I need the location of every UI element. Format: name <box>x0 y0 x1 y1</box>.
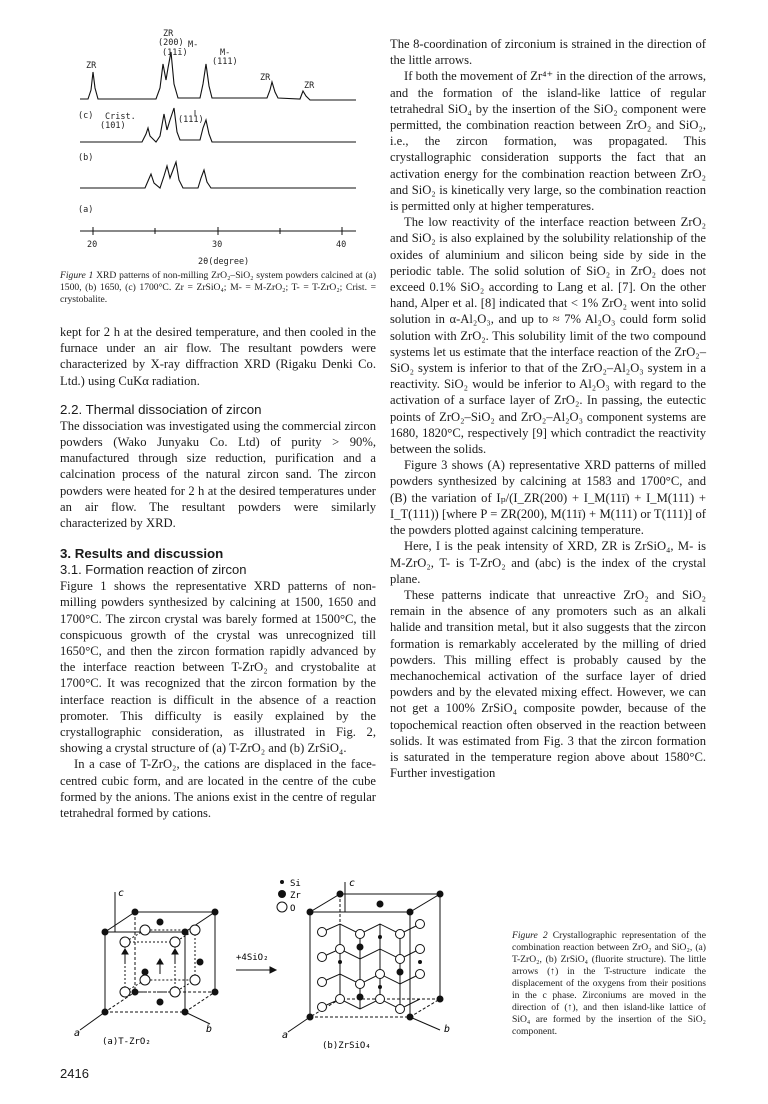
peak-label-zr-left: ZR <box>86 61 97 71</box>
section-3-1-heading: 3.1. Formation reaction of zircon <box>60 562 247 578</box>
paragraph-3-1-a: Figure 1 shows the representative XRD patterns of non-milling powders synthesized by calcining at 1500, 1650 and 1700°C. The zircon crystal was barely formed at 1500°C, the conspicuous growth of the crystal was unrecognized till 1650°C, and then the zircon formation rapidly advanced by the interface reaction between T-ZrO₂ and crystobalite at 1700°C. It was recognized that the zircon formation by the interface reaction is difficult in the absence of a reaction promoter. This difficulty is easily explained by the crystallographic consideration, as illustrated in Fig. 2, showing a crystal structure of (a) T-ZrO₂ and (b) ZrSiO₄. <box>60 579 376 756</box>
figure-2-crystal-diagram <box>60 872 480 1052</box>
paragraph-r5: Here, I is the peak intensity of XRD, ZR is ZrSiO₄, M- is M-ZrO₂, T- is T-ZrO₂ and (abc) is the index of the crystal plane. <box>390 539 706 586</box>
peak-label-m: M- <box>188 40 199 50</box>
trace-label-b: (b) <box>78 153 94 163</box>
figure-2-label-a: (a)T-ZrO₂ <box>102 1037 151 1047</box>
zrsio4-structure <box>288 882 440 1032</box>
xrd-trace-d <box>80 162 356 188</box>
legend-zr-marker <box>278 890 286 898</box>
trace-label-a: (a) <box>78 205 94 215</box>
page-number: 2416 <box>60 1066 89 1081</box>
figure-2-label-b: (b)ZrSiO₄ <box>322 1041 371 1051</box>
left-column <box>60 324 376 821</box>
peak-label-zr-right2: ZR <box>304 81 315 91</box>
legend-si-label: Si <box>290 879 301 889</box>
legend-zr-label: Zr <box>290 891 301 901</box>
axis-c-label-b: c <box>349 878 356 889</box>
right-column <box>390 36 706 781</box>
peak-label-zr-right1: ZR <box>260 73 271 83</box>
axis-c-label-a: c <box>118 888 125 899</box>
figure-2-caption-head: Figure 2 <box>512 930 548 941</box>
peak-label-m-111-index: (111) <box>212 57 238 67</box>
peak-label-m2: M- <box>220 48 231 58</box>
figure-1-caption-text: XRD patterns of non-milling ZrO₂–SiO₂ system powders calcined at (a) 1500, (b) 1650, (c) 1700°C. Zr = ZrSiO₄; M- = M-ZrO₂; T- = T-ZrO₂; Crist. = crystobalite. <box>60 270 377 305</box>
figure-2-caption-text: Crystallographic representation of the combination reaction between ZrO₂ and SiO₂, (a) T-ZrO₂, (b) ZrSiO₄ (fluorite structure). The little arrows (↑) in the T-structure indicate the displacement of the oxygens from their positions in the c phase. Zirconiums are moved in the direction of (↑), and then island-like lattice of SiO₄ are formed by the insertion of the SiO₂ component. <box>512 930 706 1037</box>
peak-label-crist: Crist. <box>105 112 136 122</box>
section-2-2-heading: 2.2. Thermal dissociation of zircon <box>60 401 262 417</box>
figure-1-caption-head: Figure 1 <box>60 270 94 281</box>
axis-a-label-a: a <box>74 1028 81 1039</box>
paragraph-r4: Figure 3 shows (A) representative XRD patterns of milled powders synthesized by calcining at 1583 and 1700°C, and (B) the variation of Iₚ/(I_ZR(200) + I_M(11ī) + I_M(111) + I_T(111)) [where P = ZR(200), M(11ī) + M(111) or T(111)] of the powders plotted against calcining temperature. <box>390 458 706 538</box>
reaction-arrow <box>236 967 276 973</box>
axis-b-label-b: b <box>444 1024 451 1035</box>
paragraph-r2: If both the movement of Zr⁴⁺ in the direction of the arrows, and the formation of the island-like lattice of regular tetrahedral SiO₄ by the insertion of the SiO₂ component were permitted, the combination reaction between ZrO₂ and SiO₂, i.e., the zircon formation, was propagated. This crystallographic consideration supports the fact that an activation energy for the combination reaction between ZrO₂ and SiO₂ is kinetically very large, so the combination reaction is permitted only at higher temperatures. <box>390 69 706 214</box>
peak-label-m-111bar-index: (11ī) <box>162 48 188 58</box>
x-tick-label-20: 20 <box>87 240 98 250</box>
paragraph-intro: kept for 2 h at the desired temperature, and then cooled in the furnace under an air flow. The resultant powders were characterized by X-ray diffraction XRD (Rigaku Denki Co. Ltd.) using CuKα radiation. <box>60 325 376 388</box>
peak-label-crist-index: (101) <box>100 121 126 131</box>
t-zro2-structure <box>80 892 215 1030</box>
trace-label-c: (c) <box>78 111 94 121</box>
peak-label-zr-200-index: (200) <box>158 38 184 48</box>
x-tick-label-40: 40 <box>336 240 347 250</box>
legend-o-label: O <box>290 904 296 914</box>
figure-1-caption <box>60 270 376 306</box>
legend-o-marker <box>277 902 287 912</box>
section-3-heading: 3. Results and discussion <box>60 546 224 562</box>
peak-label-t-111-index: (111) <box>178 115 204 125</box>
x-tick-label-30: 30 <box>212 240 223 250</box>
paragraph-r6: These patterns indicate that unreactive ZrO₂ and SiO₂ remain in the absence of any promoters such as an alkali halide and transition metal, but it also suggests that the zircon formation is remarkably accelerated by the milling of dried powders. This milling effect is probably caused by the mechanochemical activation of the surface layer of dried powders and by the elevated mixing effect. However, we can not get a 100% ZrSiO₄ composite powder, because of the topochemical reaction often observed in the reaction between solids. It was estimated from Fig. 3 that the zircon formation is saturated in the temperature region above about 1580°C. Further investigation <box>390 587 706 781</box>
paragraph-2-2: The dissociation was investigated using the commercial zircon powders (Wako Junyaku Co. Ltd) of purity > 90%, manufactured through size reduction, purification and a calcination process of the natural zircon sand. The zircon powders were heated for 2 h at the desired temperatures under an air flow. The resultant powders were similarly characterized by XRD. <box>60 418 376 531</box>
x-axis-label: 2θ(degree) <box>198 257 250 267</box>
figure-2-caption <box>512 930 706 1038</box>
paragraph-3-1-b: In a case of T-ZrO₂, the cations are displaced in the face-centred cubic form, and are located in the centre of the cube formed by the anions. The anions exist in the centre of regular tetrahedral formed by cations. <box>60 757 376 821</box>
figure-1-xrd-plot <box>60 28 376 273</box>
peak-label-zr-200: ZR <box>163 29 174 39</box>
axis-a-label-b: a <box>282 1030 289 1041</box>
paragraph-r1: The 8-coordination of zirconium is strained in the direction of the little arrows. <box>390 37 706 68</box>
legend-si-marker <box>280 880 284 884</box>
axis-b-label-a: b <box>206 1024 213 1035</box>
paragraph-r3: The low reactivity of the interface reaction between ZrO₂ and SiO₂ is also explained by the solubility relationship of the oxides of aluminium and silicon being side by side in the periodic table. The solid solution of SiO₂ in ZrO₂ does not exceed 0.1% SiO₂ according to Lang et al. [7]. On the other hand, Alper et al. [8] indicated that < 1% ZrO₂ went into solid solution in α-Al₂O₃, and up to ≈ 7% Al₂O₃ could form solid solution with ZrO₂. This solubility limit of the two compound systems let us estimate that the interface reaction of the ZrO₂–SiO₂ system is inferior to that of the ZrO₂–Al₂O₃ system in a reactivity. SiO₂ would be inferior to Al₂O₃ with regard to the activation of a surface layer of ZrO₂. In passing, the eutectic points of ZrO₂–SiO₂ and ZrO₂–Al₂O₃ component systems are 1680, 1820°C, respectively [9] which contradict the reactivity between the solids. <box>390 215 706 457</box>
reaction-label: +4SiO₂ <box>236 953 269 963</box>
